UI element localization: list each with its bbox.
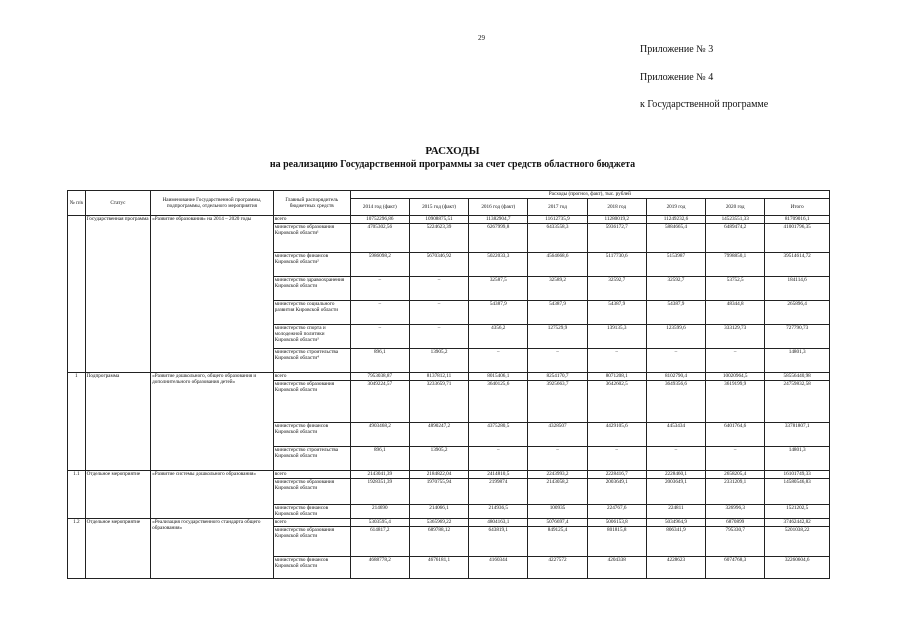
value-cell: – — [646, 447, 705, 471]
value-cell: – — [528, 447, 587, 471]
row-admin: министерство здравоохранения Кировской области — [273, 277, 350, 301]
value-cell: 10020964,5 — [706, 373, 765, 381]
value-cell: 8254170,7 — [528, 373, 587, 381]
row-admin: министерство строительства Кировской области — [273, 447, 350, 471]
value-cell: 5986098,2 — [350, 253, 409, 277]
value-cell: 100935 — [528, 505, 587, 519]
value-cell: 3233659,71 — [409, 381, 468, 423]
value-cell: 127529,9 — [528, 325, 587, 349]
value-cell: 54387,9 — [587, 301, 646, 325]
row-num — [68, 216, 86, 373]
row-admin: министерство образования Кировской области — [273, 381, 350, 423]
value-cell: 5006153,8 — [587, 519, 646, 527]
value-cell: 5936172,7 — [587, 224, 646, 253]
value-cell: 184114,6 — [765, 277, 830, 301]
value-cell: 32592,7 — [587, 277, 646, 301]
header-year: 2020 год — [706, 199, 765, 216]
value-cell: 5076697,4 — [528, 519, 587, 527]
value-cell: 54387,9 — [646, 301, 705, 325]
value-cell: 8102790,4 — [646, 373, 705, 381]
row-name: «Развитие системы дошкольного образования» — [151, 471, 274, 519]
row-admin: министерство финансов Кировской области — [273, 557, 350, 579]
value-cell: 123599,6 — [646, 325, 705, 349]
value-cell: 6489474,2 — [706, 224, 765, 253]
row-num: 1.1 — [68, 471, 86, 519]
value-cell: – — [706, 349, 765, 373]
value-cell: 4903468,2 — [350, 423, 409, 447]
page-mark: 29 — [478, 34, 485, 42]
value-cell: 2143058,2 — [528, 479, 587, 505]
value-cell: 41001796,35 — [765, 224, 830, 253]
table-row — [68, 373, 830, 381]
value-cell: 10752296,86 — [350, 216, 409, 224]
row-admin: министерство финансов Кировской области — [273, 423, 350, 447]
value-cell: 58556440,98 — [765, 373, 830, 381]
value-cell: 5670346,92 — [409, 253, 468, 277]
value-cell: – — [706, 447, 765, 471]
value-cell: 806341,9 — [646, 527, 705, 557]
value-cell: 896,1 — [350, 349, 409, 373]
value-cell: 214690 — [350, 505, 409, 519]
value-cell: 1521202,5 — [765, 505, 830, 519]
value-cell: 2414810,5 — [469, 471, 528, 479]
value-cell: 10908875,51 — [409, 216, 468, 224]
value-cell: 48344,8 — [706, 301, 765, 325]
value-cell: 326996,3 — [706, 505, 765, 519]
value-cell: 2003649,1 — [587, 479, 646, 505]
value-cell: – — [409, 277, 468, 301]
value-cell: 3925663,7 — [528, 381, 587, 423]
value-cell: 11280019,2 — [587, 216, 646, 224]
value-cell: 5365969,22 — [409, 519, 468, 527]
value-cell: 801815,8 — [587, 527, 646, 557]
row-status: Государственная программа — [85, 216, 150, 373]
document-subtitle: на реализацию Государственной программы за счет средств областного бюджета — [269, 159, 636, 170]
value-cell: 14580546,83 — [765, 479, 830, 505]
value-cell: 2331209,1 — [706, 479, 765, 505]
value-cell: 849125,4 — [528, 527, 587, 557]
value-cell: 265896,4 — [765, 301, 830, 325]
value-cell: 3619199,9 — [706, 381, 765, 423]
value-cell: – — [469, 447, 528, 471]
row-name: «Развитие образования» на 2014 – 2020 годы — [151, 216, 274, 373]
value-cell: 4688778,2 — [350, 557, 409, 579]
value-cell: 13905,2 — [409, 447, 468, 471]
value-cell: 14801,3 — [765, 447, 830, 471]
value-cell: 5884665,4 — [646, 224, 705, 253]
value-cell: 214066,1 — [409, 505, 468, 519]
value-cell: 8071208,1 — [587, 373, 646, 381]
header-year: 2019 год — [646, 199, 705, 216]
value-cell: 6074768,3 — [706, 557, 765, 579]
value-cell: 2003649,1 — [646, 479, 705, 505]
value-cell: 4375280,5 — [469, 423, 528, 447]
value-cell: 689788,12 — [409, 527, 468, 557]
value-cell: 14801,3 — [765, 349, 830, 373]
value-cell: 14523551,33 — [706, 216, 765, 224]
header-admin: Главный распорядитель бюджетных средств — [273, 191, 350, 216]
value-cell: 4429105,6 — [587, 423, 646, 447]
value-cell: 54387,9 — [469, 301, 528, 325]
header-year: 2017 год — [528, 199, 587, 216]
row-name: «Развитие дошкольного, общего образования и дополнительного образования детей» — [151, 373, 274, 471]
row-num: 1 — [68, 373, 86, 471]
annex-line-2: Приложение № 4 — [640, 72, 714, 83]
value-cell: 11249232,6 — [646, 216, 705, 224]
table-row — [68, 216, 830, 224]
value-cell: – — [528, 349, 587, 373]
value-cell: 2199874 — [469, 479, 528, 505]
row-name: «Реализация государственного стандарта общего образования» — [151, 519, 274, 579]
expenses-table — [67, 190, 830, 579]
value-cell: 32592,7 — [646, 277, 705, 301]
value-cell: 2143041,39 — [350, 471, 409, 479]
row-admin: всего — [273, 519, 350, 527]
value-cell: 4228623 — [646, 557, 705, 579]
value-cell: 4890247,2 — [409, 423, 468, 447]
value-cell: 4705302,56 — [350, 224, 409, 253]
value-cell: 4453434 — [646, 423, 705, 447]
value-cell: 11612735,9 — [528, 216, 587, 224]
value-cell: 8015406,1 — [469, 373, 528, 381]
value-cell: – — [350, 277, 409, 301]
header-status: Статус — [85, 191, 150, 216]
value-cell: 6267999,8 — [469, 224, 528, 253]
value-cell: 6433558,3 — [528, 224, 587, 253]
value-cell: 139135,3 — [587, 325, 646, 349]
value-cell: 7998850,1 — [706, 253, 765, 277]
value-cell: – — [350, 301, 409, 325]
value-cell: 33781807,1 — [765, 423, 830, 447]
row-admin: министерство образования Кировской области — [273, 527, 350, 557]
value-cell: 6401764,6 — [706, 423, 765, 447]
value-cell: 4204338 — [587, 557, 646, 579]
row-status: Отдельное мероприятие — [85, 471, 150, 519]
value-cell: 54387,9 — [528, 301, 587, 325]
value-cell: 4804163,1 — [469, 519, 528, 527]
row-admin: всего — [273, 471, 350, 479]
value-cell: 1928351,39 — [350, 479, 409, 505]
value-cell: 643819,1 — [469, 527, 528, 557]
annex-line-3: к Государственной программе — [640, 99, 769, 110]
value-cell: 727790,73 — [765, 325, 830, 349]
value-cell: 3649356,6 — [646, 381, 705, 423]
value-cell: 795330,7 — [706, 527, 765, 557]
value-cell: 53752,5 — [706, 277, 765, 301]
value-cell: 1970755,94 — [409, 479, 468, 505]
value-cell: – — [409, 325, 468, 349]
value-cell: 5117730,6 — [587, 253, 646, 277]
value-cell: 32587,5 — [469, 277, 528, 301]
value-cell: – — [350, 325, 409, 349]
value-cell: 4676181,1 — [409, 557, 468, 579]
value-cell: 6870899 — [706, 519, 765, 527]
table-row — [68, 519, 830, 527]
value-cell: 333129,73 — [706, 325, 765, 349]
row-num: 1.2 — [68, 519, 86, 579]
row-admin: министерство финансов Кировской области² — [273, 253, 350, 277]
value-cell: 4564668,6 — [528, 253, 587, 277]
value-cell: 4227572 — [528, 557, 587, 579]
value-cell: 39514614,72 — [765, 253, 830, 277]
document-title: РАСХОДЫ — [425, 145, 480, 157]
value-cell: 4356,2 — [469, 325, 528, 349]
value-cell: 3640125,6 — [469, 381, 528, 423]
row-admin: министерство финансов Кировской области — [273, 505, 350, 519]
annex-line-1: Приложение № 3 — [640, 44, 714, 55]
value-cell: 5034964,9 — [646, 519, 705, 527]
value-cell: 5153987 — [646, 253, 705, 277]
value-cell: 224767,6 — [587, 505, 646, 519]
value-cell: 16101749,33 — [765, 471, 830, 479]
value-cell: – — [587, 349, 646, 373]
value-cell: 2228460,1 — [646, 471, 705, 479]
value-cell: 32260604,6 — [765, 557, 830, 579]
value-cell: 2243993,2 — [528, 471, 587, 479]
value-cell: 32589,2 — [528, 277, 587, 301]
value-cell: 5201038,22 — [765, 527, 830, 557]
value-cell: 4160344 — [469, 557, 528, 579]
value-cell: – — [469, 349, 528, 373]
value-cell: 81709016,1 — [765, 216, 830, 224]
value-cell: 24759832,58 — [765, 381, 830, 423]
value-cell: 8137812,11 — [409, 373, 468, 381]
value-cell: 13905,2 — [409, 349, 468, 373]
value-cell: 11382904,7 — [469, 216, 528, 224]
header-year: 2015 год (факт) — [409, 199, 468, 216]
value-cell: 4328507 — [528, 423, 587, 447]
row-admin: министерство образования Кировской области¹ — [273, 224, 350, 253]
value-cell: 214936,5 — [469, 505, 528, 519]
value-cell: 224811 — [646, 505, 705, 519]
value-cell: 7953038,87 — [350, 373, 409, 381]
value-cell: 2184822,04 — [409, 471, 468, 479]
header-year: 2018 год — [587, 199, 646, 216]
header-name: Наименование Государственной программы, подпрограммы, отдельного мероприятия — [151, 191, 274, 216]
value-cell: 614817,2 — [350, 527, 409, 557]
value-cell: 896,1 — [350, 447, 409, 471]
value-cell: 5022033,3 — [469, 253, 528, 277]
value-cell: 3642602,5 — [587, 381, 646, 423]
value-cell: 5224623,39 — [409, 224, 468, 253]
header-year: 2014 год (факт) — [350, 199, 409, 216]
value-cell: 37462442,82 — [765, 519, 830, 527]
value-cell: – — [409, 301, 468, 325]
header-year: 2016 год (факт) — [469, 199, 528, 216]
row-admin: всего — [273, 373, 350, 381]
row-admin: министерство спорта и молодежной политики Кировской области³ — [273, 325, 350, 349]
header-expenses-group: Расходы (прогноз, факт), тыс. рублей — [350, 191, 829, 199]
header-year: Итого — [765, 199, 830, 216]
row-status: Подпрограмма — [85, 373, 150, 471]
row-admin: министерство строительства Кировской области⁴ — [273, 349, 350, 373]
value-cell: – — [646, 349, 705, 373]
row-admin: всего — [273, 216, 350, 224]
table-row — [68, 471, 830, 479]
value-cell: 3049224,57 — [350, 381, 409, 423]
header-num: № п/в — [68, 191, 86, 216]
value-cell: 2228416,7 — [587, 471, 646, 479]
value-cell: 2658205,4 — [706, 471, 765, 479]
row-status: Отдельное мероприятие — [85, 519, 150, 579]
value-cell: 5303595,4 — [350, 519, 409, 527]
row-admin: министерство социального развития Кировской области — [273, 301, 350, 325]
row-admin: министерство образования Кировской области — [273, 479, 350, 505]
value-cell: – — [587, 447, 646, 471]
